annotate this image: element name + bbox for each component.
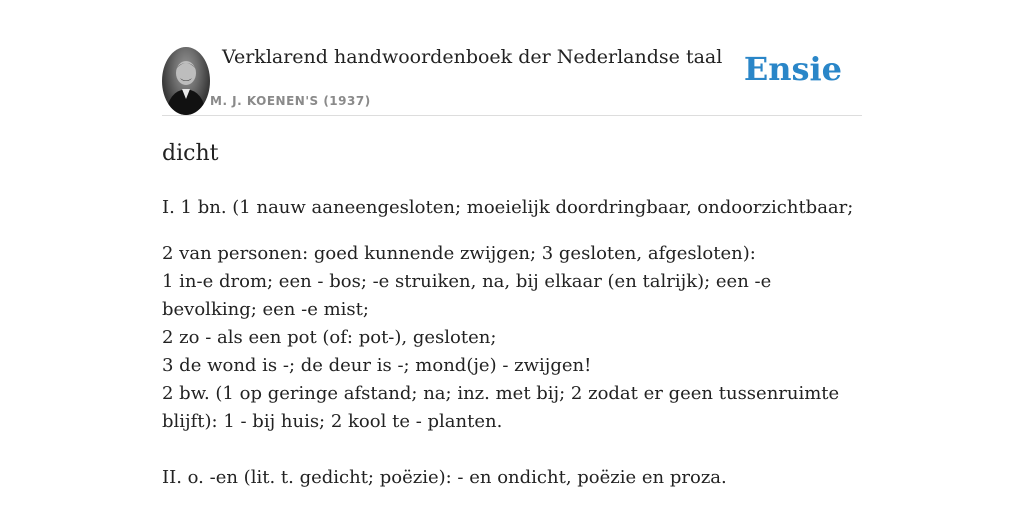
- author-portrait-icon: [162, 47, 210, 115]
- entry-line: 1 in-e drom; een - bos; -e struiken, na, bij elkaar (en talrijk); een -e bevolking; een -e mist;: [162, 271, 772, 320]
- dictionary-entry: [162, 138, 862, 492]
- entry-section-1-intro: I. 1 bn. (1 nauw aaneengesloten; moeielijk doordringbaar, ondoorzichtbaar;: [162, 197, 854, 218]
- entry-line: 2 van personen: goed kunnende zwijgen; 3 gesloten, afgesloten):: [162, 243, 756, 264]
- entry-headword: dicht: [162, 141, 219, 166]
- ensie-logo-link[interactable]: Ensie: [743, 50, 842, 88]
- dictionary-title: Verklarend handwoordenboek der Nederlandse taal: [222, 46, 723, 68]
- entry-line: 2 zo - als een pot (of: pot-), gesloten;: [162, 327, 497, 348]
- entry-line: 3 de wond is -; de deur is -; mond(je) - zwijgen!: [162, 355, 592, 376]
- dictionary-author: M. J. KOENEN'S (1937): [210, 94, 371, 108]
- entry-section-1-body: [162, 240, 862, 436]
- entry-section-2: II. o. -en (lit. t. gedicht; poëzie): - en ondicht, poëzie en proza.: [162, 467, 727, 488]
- entry-line: 2 bw. (1 op geringe afstand; na; inz. met bij; 2 zodat er geen tussenruimte blijft): 1 - bij huis; 2 kool te - planten.: [162, 383, 840, 432]
- dictionary-header: [162, 40, 862, 116]
